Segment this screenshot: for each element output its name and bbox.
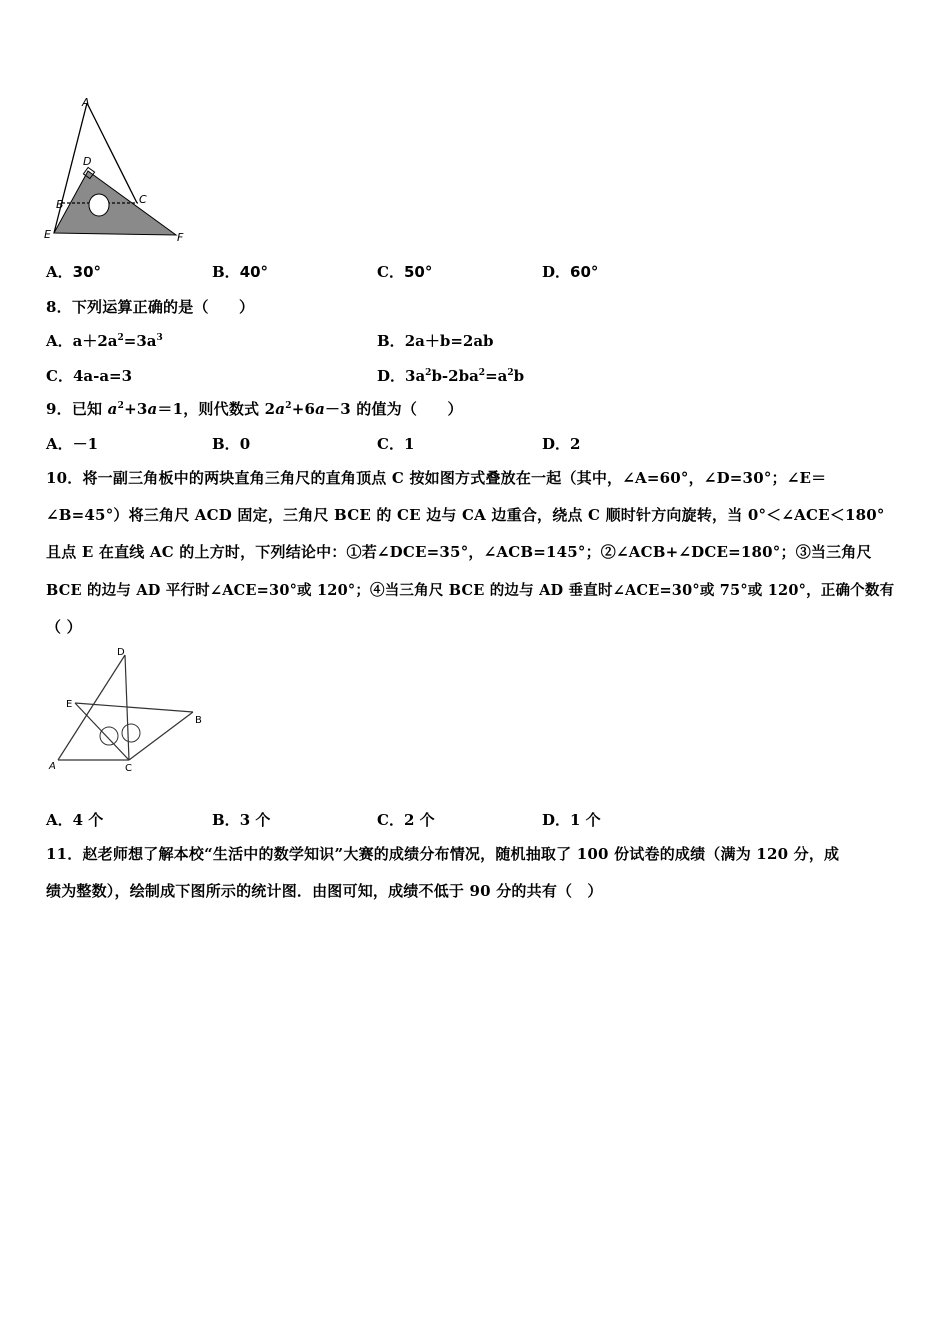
q9-option-a: A．－1 — [46, 435, 99, 453]
q8-option-a: A．$a+2a^2=3a^3$ — [46, 332, 163, 350]
label-f: F — [177, 231, 184, 244]
q10-option-d: D．1 个 — [542, 811, 601, 829]
q7-option-d: D．60° — [542, 263, 599, 281]
q8-option-b: B．2a＋b=2ab — [377, 332, 494, 350]
label-d: D — [83, 155, 92, 168]
q7-option-a: A．30° — [46, 263, 102, 281]
q10-line-1: 10．将一副三角板中的两块直角三角尺的直角顶点 C 按如图方式叠放在一起（其中，∠A=60°，∠D=30°；∠E＝ — [46, 469, 827, 487]
q10-line-4: BCE 的边与 AD 平行时∠ACE=30°或 120°；④当三角尺 BCE 的边与 AD 垂直时∠ACE=30°或 75°或 120°，正确个数有 — [46, 582, 895, 599]
q8-option-d: D．$3a^2b-2ba^2=a^2b$ — [377, 367, 525, 385]
q7-option-b: B．40° — [212, 263, 269, 281]
q9-stem: 9．已知 $a^2+3a=1$，则代数式 $2a^2+6a-3$ 的值为（ ） — [46, 400, 463, 418]
label-c: C — [139, 193, 147, 206]
label-b: B — [195, 715, 202, 726]
q10-option-a: A．4 个 — [46, 811, 104, 829]
q10-option-c: C．2 个 — [377, 811, 435, 829]
label-c: C — [125, 763, 132, 774]
label-d: D — [117, 647, 125, 658]
figure-set-squares — [45, 645, 215, 775]
line-cb — [129, 712, 193, 760]
q9-option-d: D．2 — [542, 435, 581, 453]
q10-line-2: ∠B=45°）将三角尺 ACD 固定，三角尺 BCE 的 CE 边与 CA 边重合，绕点 C 顺时针方向旋转，当 0°＜∠ACE＜180° — [46, 506, 885, 524]
line-eb — [75, 703, 193, 712]
q9-option-c: C．1 — [377, 435, 415, 453]
line-ec — [75, 703, 129, 760]
q9-option-b: B．0 — [212, 435, 251, 453]
label-a: A — [49, 761, 56, 772]
label-e: E — [44, 228, 51, 241]
q8-stem: 8．下列运算正确的是（ ） — [46, 298, 255, 316]
q11-line-1: 11．赵老师想了解本校“生活中的数学知识”大赛的成绩分布情况，随机抽取了 100 份试卷的成绩（满为 120 分，成 — [46, 845, 840, 863]
q10-line-5: （ ） — [46, 618, 82, 636]
q11-line-2: 绩为整数），绘制成下图所示的统计图．由图可知，成绩不低于 90 分的共有（ ） — [46, 882, 603, 900]
q10-line-3: 且点 E 在直线 AC 的上方时，下列结论中：①若∠DCE=35°，∠ACB=145°；②∠ACB+∠DCE=180°；③当三角尺 — [46, 543, 872, 561]
q7-option-c: C．50° — [377, 263, 433, 281]
figure-triangle-def — [40, 95, 200, 245]
circle-right — [122, 724, 140, 742]
label-e: E — [66, 699, 73, 710]
q10-option-b: B．3 个 — [212, 811, 271, 829]
hole-circle — [89, 194, 109, 216]
circle-left — [100, 727, 118, 745]
label-a: A — [82, 96, 90, 109]
label-b: B — [56, 198, 64, 211]
q8-option-c: C．4a-a=3 — [46, 367, 133, 385]
